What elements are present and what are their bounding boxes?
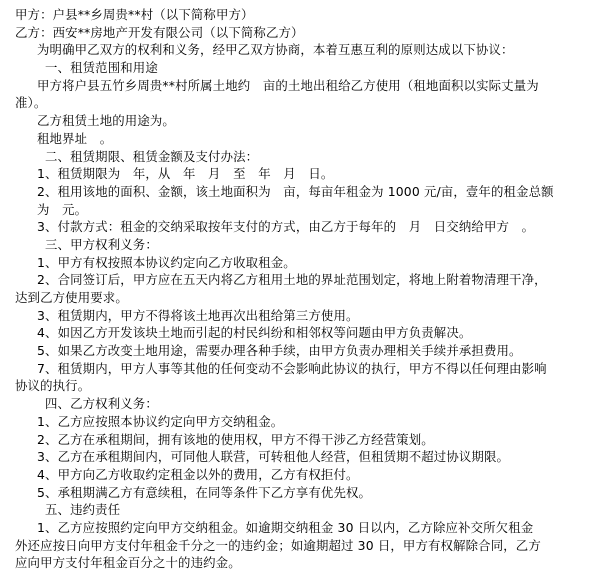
- clause-line: 1、乙方应按照约定向甲方交纳租金。如逾期交纳租金 30 日以内，乙方除应补交所欠租金: [37, 519, 534, 535]
- paragraph-line: 乙方租赁土地的用途为。: [37, 113, 175, 129]
- preamble-line: 为明确甲乙双方的权利和义务，经甲乙双方协商，本着互惠互利的原则达成以下协议：: [37, 42, 514, 58]
- clause-line: 4、如因乙方开发该块土地而引起的村民纠纷和相邻权等问题由甲方负责解决。: [37, 325, 472, 341]
- clause-line: 5、如果乙方改变土地用途，需要办理各种手续，由甲方负责办理相关手续并承担费用。: [37, 343, 522, 359]
- section-heading-term: 二、租赁期限、租赁金额及支付办法：: [45, 148, 259, 164]
- clause-line: 1、乙方应按照本协议约定向甲方交纳租金。: [37, 413, 284, 429]
- section-heading-party-a: 三、甲方权利义务：: [45, 236, 158, 252]
- clause-line: 1、租赁期限为 年，从 年 月 至 年 月 日。: [37, 166, 334, 182]
- clause-line: 2、租用该地的面积、金额，该土地面积为 亩，每亩年租金为 1000 元/亩，壹年的租金总额: [37, 183, 554, 199]
- paragraph-line: 租地界址 。: [37, 130, 113, 146]
- party-b-line: 乙方：西安**房地产开发有限公司（以下简称乙方）: [15, 24, 304, 40]
- clause-line: 协议的执行。: [15, 378, 91, 394]
- clause-line: 3、租赁期内，甲方不得将该土地再次出租给第三方使用。: [37, 307, 359, 323]
- party-a-line: 甲方：户县**乡周贵**村（以下简称甲方）: [15, 7, 254, 22]
- clause-line: 外还应按日向甲方支付年租金千分之一的违约金；如逾期超过 30 日，甲方有权解除合同，乙方: [15, 537, 541, 553]
- clause-line: 3、付款方式：租金的交纳采取按年支付的方式，由乙方于每年的 月 日交纳给甲方 。: [37, 219, 535, 235]
- clause-line: 4、甲方向乙方收取约定租金以外的费用，乙方有权拒付。: [37, 466, 359, 482]
- paragraph-line: 甲方将户县五竹乡周贵**村所属土地约 亩的土地出租给乙方使用（租地面积以实际丈量为: [37, 77, 539, 93]
- paragraph-line: 准）。: [15, 95, 47, 111]
- document-body: [15, 6, 585, 572]
- clause-line: 2、合同签订后，甲方应在五天内将乙方租用土地的界址范围划定，将地上附着物清理干净，: [37, 272, 547, 288]
- clause-line: 7、租赁期内，甲方人事等其他的任何变动不会影响此协议的执行，甲方不得以任何理由影响: [37, 360, 547, 376]
- clause-line: 5、承租期满乙方有意续租，在同等条件下乙方享有优先权。: [37, 484, 372, 500]
- section-heading-party-b: 四、乙方权利义务：: [45, 396, 158, 412]
- clause-line: 应向甲方支付年租金百分之十的违约金。: [15, 555, 241, 571]
- clause-line: 2、乙方在承租期间，拥有该地的使用权，甲方不得干涉乙方经营策划。: [37, 431, 434, 447]
- clause-line: 1、甲方有权按照本协议约定向乙方收取租金。: [37, 254, 296, 270]
- section-heading-breach: 五、违约责任: [45, 502, 121, 518]
- clause-line: 为 元。: [37, 201, 88, 217]
- section-heading-scope: 一、租赁范围和用途: [45, 60, 158, 76]
- clause-line: 3、乙方在承租期间内，可同他人联营，可转租他人经营，但租赁期不超过协议期限。: [37, 449, 510, 465]
- clause-line: 达到乙方使用要求。: [15, 290, 128, 305]
